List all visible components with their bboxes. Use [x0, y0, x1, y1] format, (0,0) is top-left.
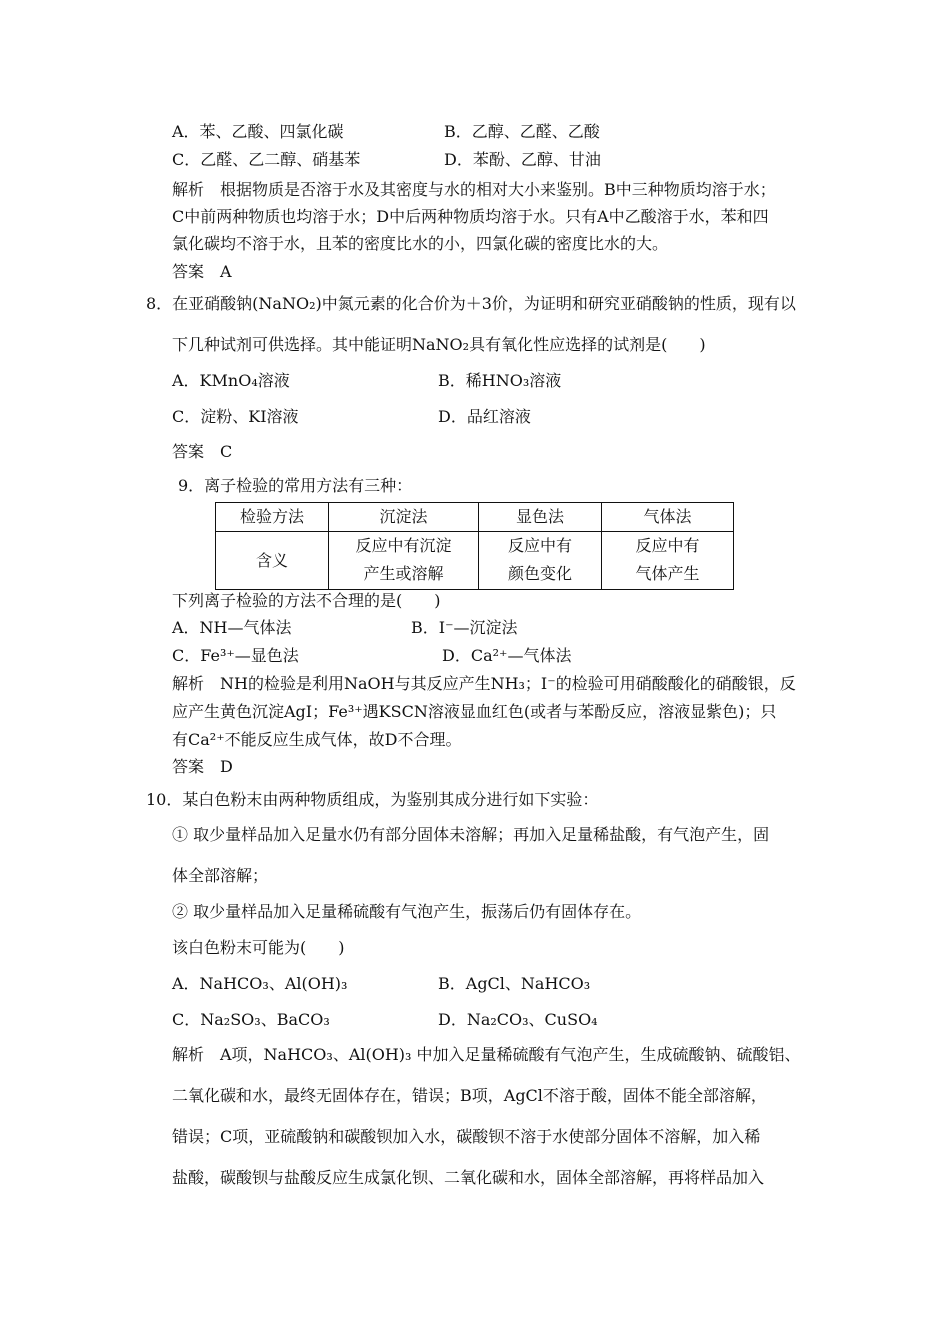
- q7-option-a: A．苯、乙酸、四氯化碳: [172, 122, 344, 141]
- q10-step-1-line-1: ① 取少量样品加入足量水仍有部分固体未溶解；再加入足量稀盐酸，有气泡产生，固: [172, 825, 770, 844]
- q10-option-d: D．Na₂CO₃、CuSO₄: [438, 1010, 598, 1029]
- q9-question: 下列离子检验的方法不合理的是( ): [172, 591, 441, 610]
- q8-option-d: D．品红溶液: [438, 407, 531, 426]
- q8-stem-line-2: 下几种试剂可供选择。其中能证明NaNO₂具有氧化性应选择的试剂是( ): [172, 335, 706, 354]
- table-header-method: 检验方法: [216, 503, 329, 532]
- q9-option-b: B．I⁻—沉淀法: [411, 618, 518, 637]
- table-cell-text: 反应中有: [635, 536, 700, 555]
- q10-question: 该白色粉末可能为( ): [172, 938, 345, 957]
- q10-analysis-line-1: 解析 A项，NaHCO₃、Al(OH)₃ 中加入足量稀硫酸有气泡产生，生成硫酸钠、硫酸铝、: [172, 1045, 801, 1064]
- table-cell-text: 颜色变化: [507, 564, 572, 583]
- q7-option-c: C．乙醛、乙二醇、硝基苯: [172, 150, 361, 169]
- q8-option-c: C．淀粉、KI溶液: [172, 407, 299, 426]
- q10-step-2: ② 取少量样品加入足量稀硫酸有气泡产生，振荡后仍有固体存在。: [172, 902, 642, 921]
- q10-stem: 10．某白色粉末由两种物质组成，为鉴别其成分进行如下实验：: [146, 790, 599, 809]
- q9-analysis-line-1: 解析 NH的检验是利用NaOH与其反应产生NH₃；I⁻的检验可用硝酸酸化的硝酸银，反: [172, 674, 796, 693]
- table-cell-text: 反应中有沉淀: [355, 536, 452, 555]
- q9-stem: 9．离子检验的常用方法有三种：: [178, 476, 413, 495]
- q9-option-c: C．Fe³⁺—显色法: [172, 646, 299, 665]
- table-cell-text: 气体产生: [635, 564, 700, 583]
- q7-analysis-line-1: 解析 根据物质是否溶于水及其密度与水的相对大小来鉴别。B中三种物质均溶于水；: [172, 180, 776, 199]
- q7-analysis-line-2: C中前两种物质也均溶于水；D中后两种物质均溶于水。只有A中乙酸溶于水，苯和四: [172, 207, 769, 226]
- ion-test-methods-table: [215, 502, 734, 590]
- q10-analysis-line-4: 盐酸，碳酸钡与盐酸反应生成氯化钡、二氧化碳和水，固体全部溶解，再将样品加入: [172, 1168, 765, 1187]
- q10-option-a: A．NaHCO₃、Al(OH)₃: [172, 974, 348, 993]
- table-cell-precipitation-meaning: [329, 532, 479, 589]
- table-header-gas: 气体法: [602, 503, 733, 532]
- q9-analysis-line-2: 应产生黄色沉淀AgI；Fe³⁺遇KSCN溶液显血红色(或者与苯酚反应，溶液显紫色)；只: [172, 702, 777, 721]
- q7-option-d: D．苯酚、乙醇、甘油: [444, 150, 601, 169]
- q9-analysis-line-3: 有Ca²⁺不能反应生成气体，故D不合理。: [172, 730, 462, 749]
- q10-option-c: C．Na₂SO₃、BaCO₃: [172, 1010, 330, 1029]
- q10-step-1-line-2: 体全部溶解；: [172, 866, 269, 885]
- q8-option-b: B．稀HNO₃溶液: [438, 371, 562, 390]
- q10-analysis-line-3: 错误；C项，亚硫酸钠和碳酸钡加入水，碳酸钡不溶于水使部分固体不溶解，加入稀: [172, 1127, 761, 1146]
- q8-answer: 答案 C: [172, 442, 233, 461]
- q10-option-b: B．AgCl、NaHCO₃: [438, 974, 591, 993]
- q7-option-b: B．乙醇、乙醛、乙酸: [444, 122, 600, 141]
- q7-analysis-line-3: 氯化碳均不溶于水，且苯的密度比水的小，四氯化碳的密度比水的大。: [172, 234, 669, 253]
- table-header-precipitation: 沉淀法: [329, 503, 479, 532]
- q8-stem-line-1: 8．在亚硝酸钠(NaNO₂)中氮元素的化合价为＋3价，为证明和研究亚硝酸钠的性质，现有以: [146, 294, 796, 313]
- q9-option-d: D．Ca²⁺—气体法: [442, 646, 572, 665]
- q10-analysis-line-2: 二氧化碳和水，最终无固体存在，错误；B项，AgCl不溶于酸，固体不能全部溶解，: [172, 1086, 767, 1105]
- q9-answer: 答案 D: [172, 757, 233, 776]
- table-cell-text: 反应中有: [507, 536, 572, 555]
- table-row-label-meaning: 含义: [216, 532, 329, 589]
- table-cell-text: 产生或溶解: [363, 564, 444, 583]
- q9-option-a: A．NH—气体法: [172, 618, 292, 637]
- table-cell-gas-meaning: [602, 532, 733, 589]
- table-cell-color-meaning: [479, 532, 602, 589]
- q8-option-a: A．KMnO₄溶液: [172, 371, 290, 390]
- q7-answer: 答案 A: [172, 262, 232, 281]
- table-header-color: 显色法: [479, 503, 602, 532]
